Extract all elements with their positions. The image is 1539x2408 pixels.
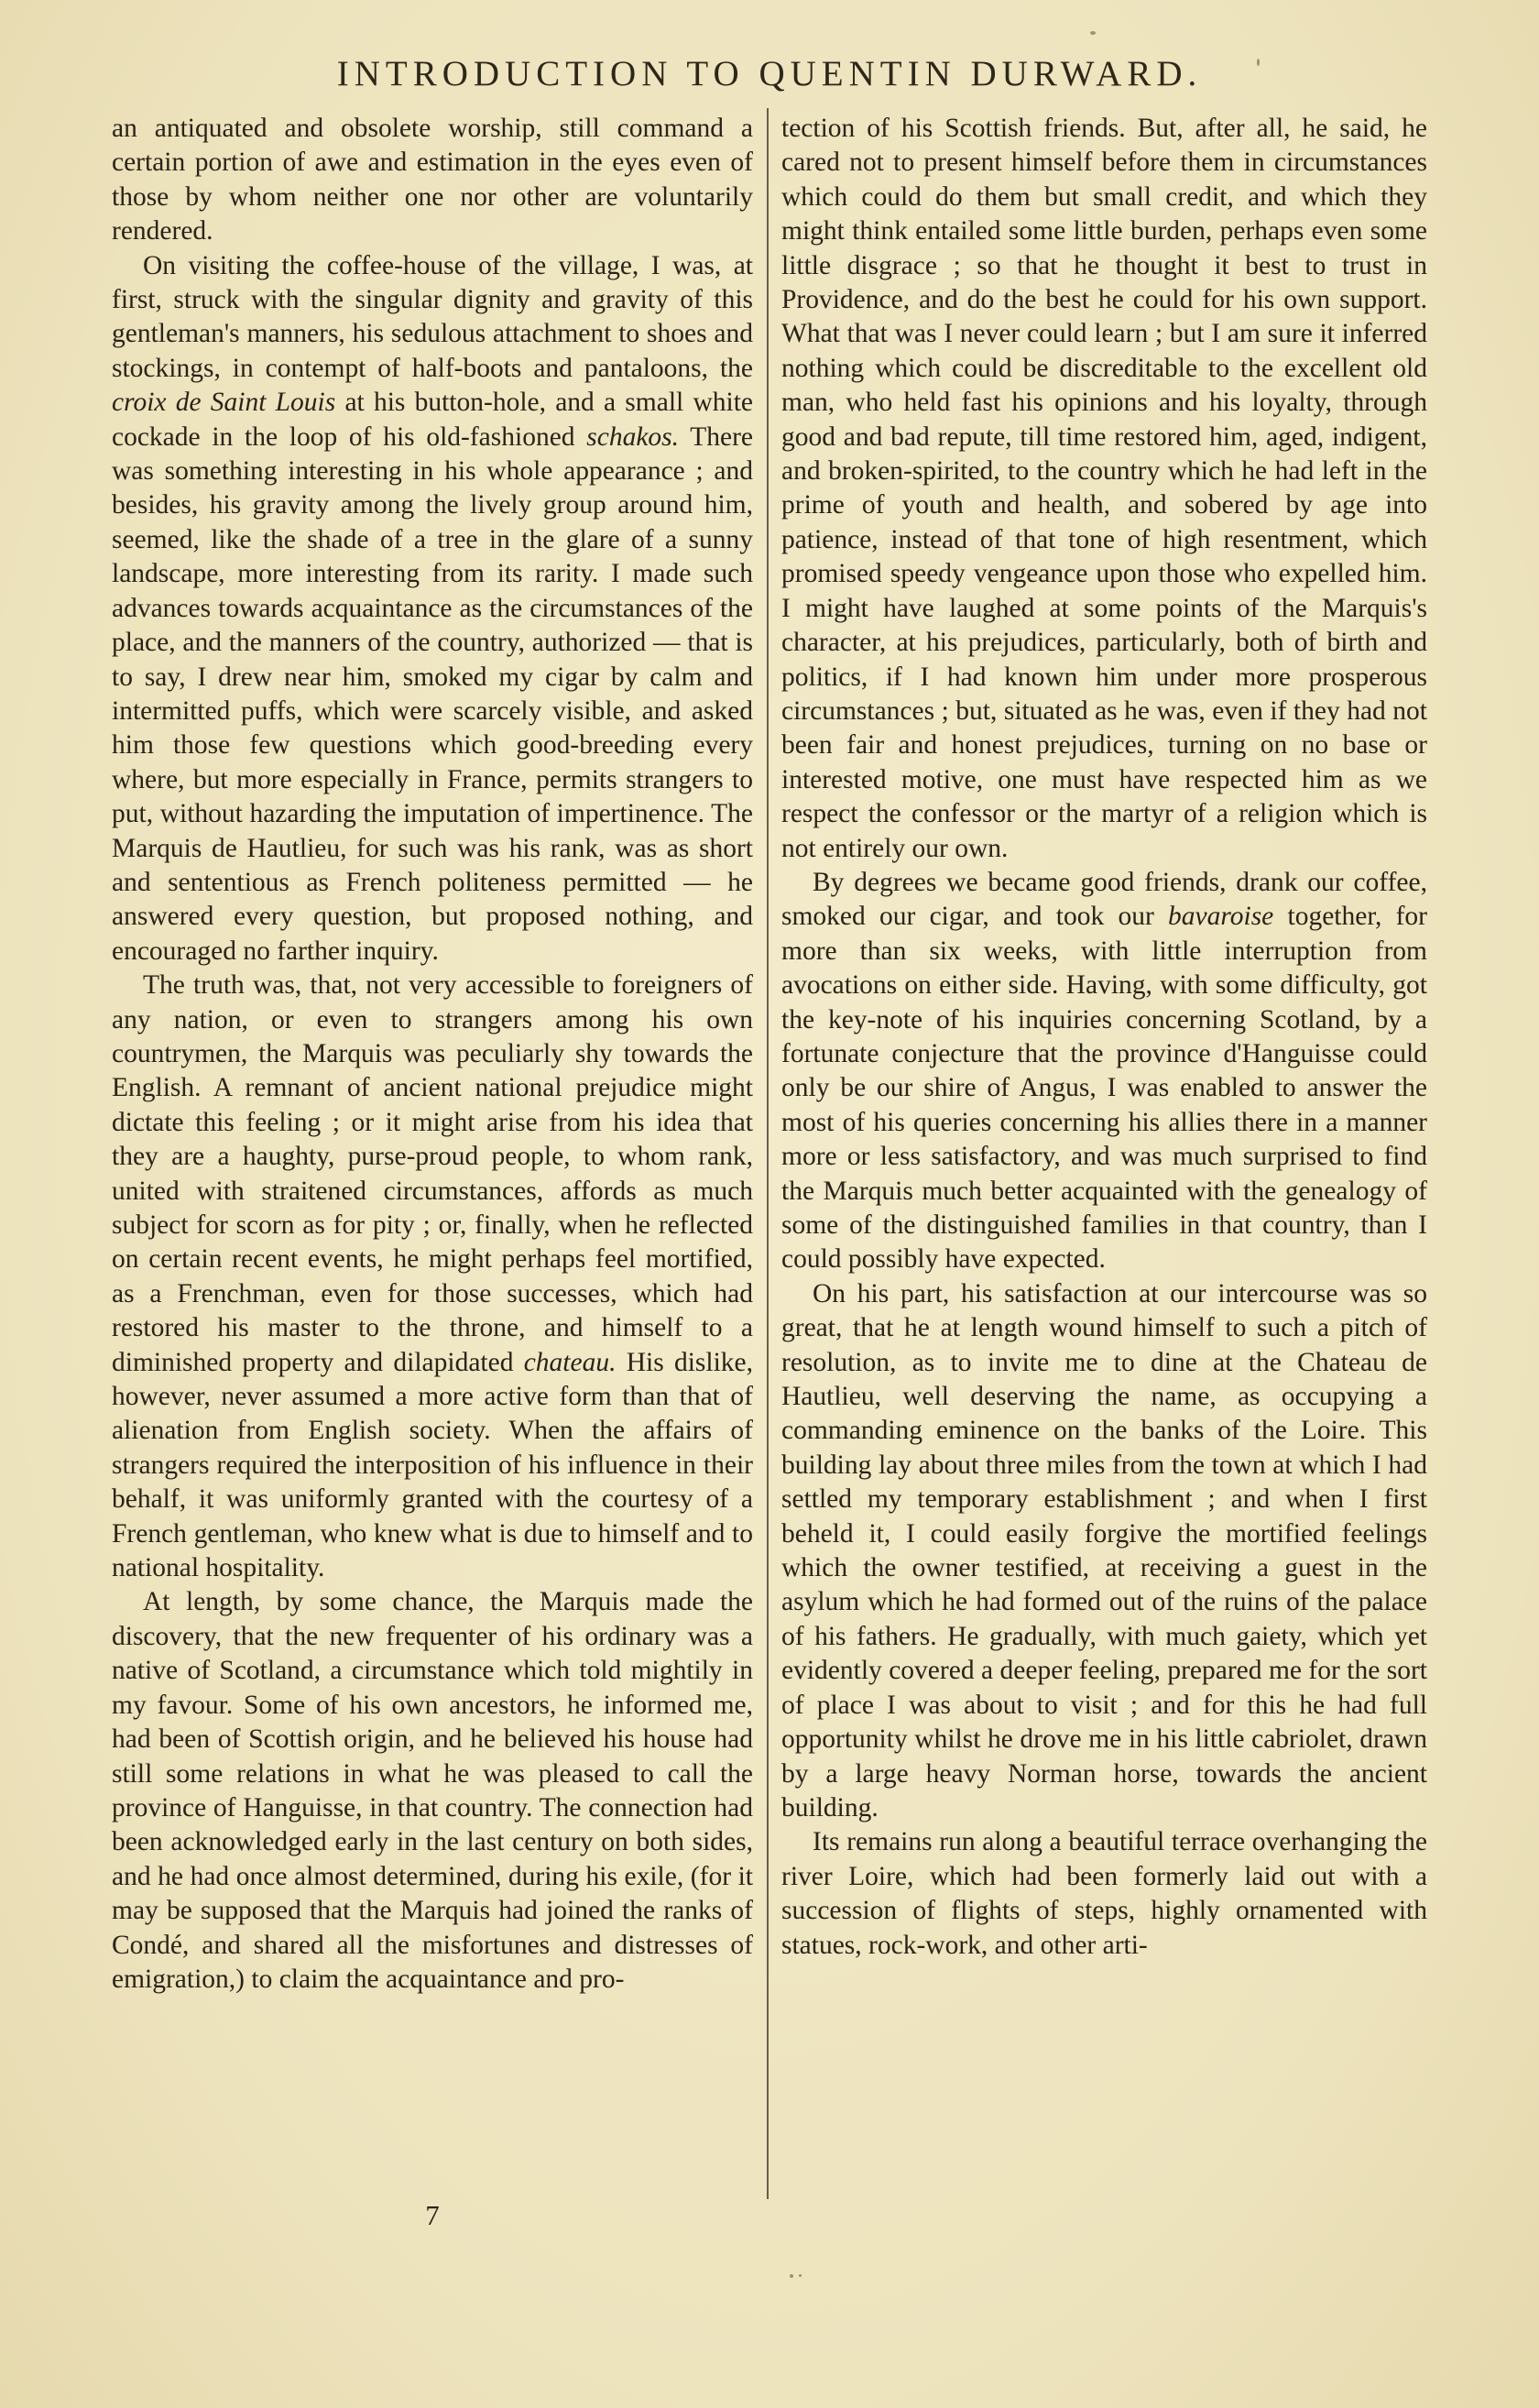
paper-speck [1257, 59, 1260, 66]
text-run: at his button-hole, and a small white cockade in the loop of his old-fashioned [112, 388, 753, 452]
paragraph: At length, by some chance, the Marquis made the discovery, that the new frequenter of his ordinary was a native of Scotland, a circumstance which told mightily in my favour. Some of his own ancestors, he informed me, had been of Scottish origin, and he believed his house had still some relations in what he was pleased to call the province of Hanguisse, in that country. The connection had been acknowledged early in the last century on both sides, and he had once almost determined, during his exile, (for it may be supposed that the Marquis had joined the ranks of Condé, and shared all the misfortunes and distresses of emigration,) to claim the acquaintance and pro- [112, 1587, 753, 1994]
text-run: There was something interesting in his whole appearance ; and besides, his gravity among the lively group around him, seemed, like the shade of a tree in the glare of a sunny landscape, more interesting from its rarity. I made such advances towards acquaintance as the circumstances of the place, and the manners of the country, authorized — that is to say, I drew near him, smoked my cigar by calm and intermitted puffs, which were scarcely visible, and asked him those few questions which good-breeding every where, but more especially in France, permits strangers to put, without hazarding the imputation of impertinence. The Marquis de Hautlieu, for such was his rank, was as short and sententious as French politeness permitted — he answered every question, but proposed nothing, and encouraged no farther inquiry. [112, 421, 754, 966]
text-run: together, for more than six weeks, with little interruption from avocations on either side. Having, with some difficulty, got the key-note of his inquiries concerning Scotland, by a fortunate conjecture that the province d'Hanguisse could only be our shire of Angus, I was enabled to answer the most of his queries concerning his allies there in a manner more or less satisfactory, and was much surprised to find the Marquis much better acquainted with the genealogy of some of the distinguished families in that country, than I could possibly have expected. [781, 902, 1427, 1275]
italic-phrase: bavaroise [1168, 902, 1274, 932]
text-run: On visiting the coffee-house of the village, I was, at first, struck with the singular dignity and gravity of this gentleman's manners, his sedulous attachment to shoes and stockings, in contempt of half-boots and pantaloons, the [112, 250, 753, 383]
italic-phrase: croix de Saint Louis [112, 388, 336, 418]
paragraph [112, 969, 753, 1585]
left-column [112, 112, 753, 1997]
text-run: His dislike, however, never assumed a more active form than that of alienation from English society. When the affairs of strangers required the interposition of his influence in their behalf, it was uniformly granted with the courtesy of a French gentleman, who knew what is due to himself and to national hospitality. [112, 1347, 753, 1583]
paragraph: On his part, his satisfaction at our intercourse was so great, that he at length wound himself to such a pitch of resolution, as to invite me to dine at the Chateau de Hautlieu, well deserving the name, as occupying a commanding eminence on the banks of the Loire. This building lay about three miles from the town at which I had settled my temporary establishment ; and when I first beheld it, I could easily forgive the mortified feelings which the owner testified, at receiving a guest in the asylum which he had formed out of the ruins of the palace of his fathers. He gradually, with much gaiety, which yet evidently covered a deeper feeling, prepared me for the sort of place I was about to visit ; and for this he had full opportunity whilst he drove me in his little cabriolet, drawn by a large heavy Norman horse, towards the ancient building. [781, 1278, 1427, 1822]
right-column [781, 112, 1427, 1963]
text-run: By degrees we became good friends, drank our coffee, smoked our cigar, and took our [781, 867, 1427, 932]
paragraph [781, 866, 1427, 1277]
paragraph: Its remains run along a beautiful terrace overhanging the river Loire, which had been formerly laid out with a succession of flights of steps, highly ornamented with statues, rock-work, and other arti- [781, 1827, 1427, 1960]
column-divider [767, 108, 769, 2199]
text-run: The truth was, that, not very accessible to foreigners of any nation, or even to strangers among his own countrymen, the Marquis was peculiarly shy towards the English. A remnant of ancient national prejudice might dictate this feeling ; or it might arise from his idea that they are a haughty, purse-proud people, to whom rank, united with straitened circumstances, affords as much subject for scorn as for pity ; or, finally, when he reflected on certain recent events, he might perhaps feel mortified, as a Frenchman, even for those successes, which had restored his master to the throne, and himself to a diminished property and dilapidated [112, 970, 753, 1377]
italic-phrase: chateau. [523, 1347, 617, 1377]
paragraph [112, 249, 753, 969]
paper-speck [790, 2274, 793, 2278]
running-header: INTRODUCTION TO QUENTIN DURWARD. [336, 54, 1203, 93]
paper-speck [1090, 31, 1096, 35]
page-number: 7 [425, 2199, 440, 2231]
paragraph: tection of his Scottish friends. But, after all, he said, he cared not to present himself before them in circumstances which could do them but small credit, and which they might think entailed some little burden, perhaps even some little disgrace ; so that he thought it best to trust in Providence, and do the best he could for his own support. What that was I never could learn ; but I am sure it inferred nothing which could be discreditable to the excellent old man, who held fast his opinions and his loyalty, through good and bad repute, till time restored him, aged, indigent, and broken-spirited, to the country which he had left in the prime of youth and health, and sobered by age into patience, instead of that tone of high resentment, which promised speedy vengeance upon those who expelled him. I might have laughed at some points of the Marquis's character, at his prejudices, particularly, both of birth and politics, if I had known him under more prosperous circumstances ; but, situated as he was, even if they had not been fair and honest prejudices, turning on no base or interested motive, one must have respected him as we respect the confessor or the martyr of a religion which is not entirely our own. [781, 114, 1427, 863]
paper-speck [799, 2274, 802, 2277]
italic-phrase: schakos. [586, 421, 680, 452]
paragraph: an antiquated and obsolete worship, still command a certain portion of awe and estimation in the eyes even of those by whom neither one nor other are voluntarily rendered. [112, 114, 753, 246]
